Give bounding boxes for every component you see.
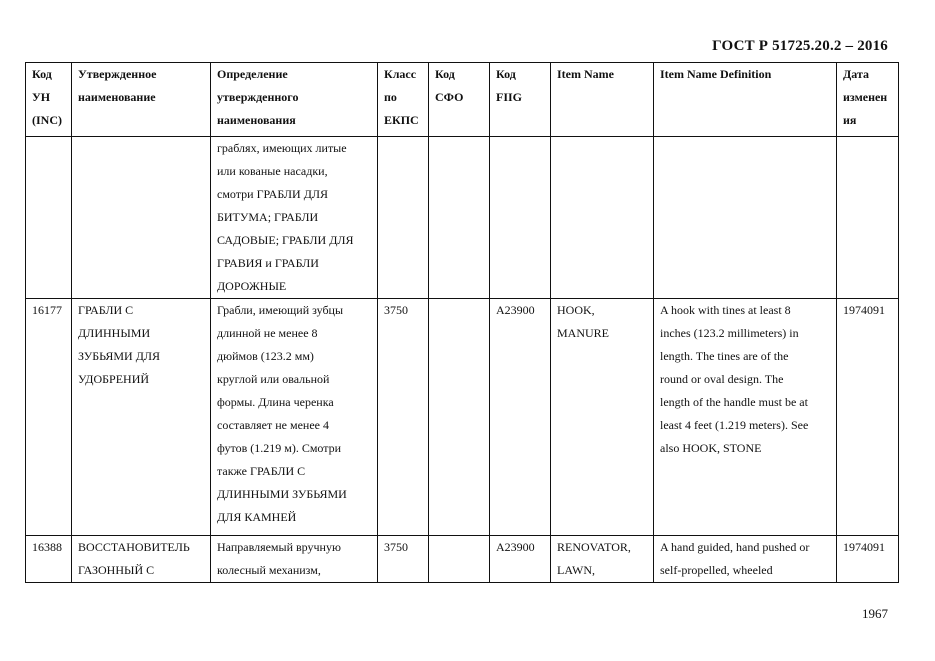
catalog-table [25,62,899,583]
cell-sfo-code [429,299,490,536]
cell-approved-name: ВОССТАНОВИТЕЛЬ ГАЗОННЫЙ С [72,536,211,583]
cell-fiig-code: A23900 [490,299,551,536]
cell-ekps-class: 3750 [378,536,429,583]
cell-item-name-definition: A hand guided, hand pushed or self-propelled, wheeled [654,536,837,583]
column-header-ekps-class: Класс по ЕКПС [378,63,429,137]
table-row [26,536,899,583]
cell-item-name: HOOK, MANURE [551,299,654,536]
document-code: ГОСТ Р 51725.20.2 – 2016 [712,38,888,54]
cell-ekps-class: 3750 [378,299,429,536]
cell-sfo-code [429,536,490,583]
column-header-fiig-code: Код FIIG [490,63,551,137]
column-header-item-name-definition: Item Name Definition [654,63,837,137]
cell-ekps-class [378,137,429,299]
cell-inc: 16388 [26,536,72,583]
column-header-approved-name: Утвержденное наименование [72,63,211,137]
cell-item-name: RENOVATOR, LAWN, [551,536,654,583]
cell-item-name-definition [654,137,837,299]
cell-item-name-definition: A hook with tines at least 8 inches (123.2 millimeters) in length. The tines are of the round or oval design. The length of the handle must be at least 4 feet (1.219 meters). See also HOOK, STONE [654,299,837,536]
cell-change-date: 1974091 [837,536,899,583]
page-number: 1967 [862,606,888,621]
cell-approved-name [72,137,211,299]
cell-definition: Направляемый вручную колесный механизм, [211,536,378,583]
cell-fiig-code [490,137,551,299]
column-header-sfo-code: Код СФО [429,63,490,137]
table-header-row [26,63,899,137]
table-row [26,137,899,299]
cell-change-date [837,137,899,299]
cell-change-date: 1974091 [837,299,899,536]
cell-approved-name: ГРАБЛИ С ДЛИННЫМИ ЗУБЬЯМИ ДЛЯ УДОБРЕНИЙ [72,299,211,536]
table-row [26,299,899,536]
column-header-inc: Код УН (INC) [26,63,72,137]
cell-inc [26,137,72,299]
cell-sfo-code [429,137,490,299]
cell-item-name [551,137,654,299]
cell-fiig-code: A23900 [490,536,551,583]
column-header-change-date: Дата изменен ия [837,63,899,137]
cell-definition: граблях, имеющих литые или кованые насадки, смотри ГРАБЛИ ДЛЯ БИТУМА; ГРАБЛИ САДОВЫЕ; ГРАБЛИ ДЛЯ ГРАВИЯ и ГРАБЛИ ДОРОЖНЫЕ [211,137,378,299]
cell-definition: Грабли, имеющий зубцы длинной не менее 8 дюймов (123.2 мм) круглой или овальной формы. Длина черенка составляет не менее 4 футов (1.219 м). Смотри также ГРАБЛИ С ДЛИННЫМИ ЗУБЬЯМИ ДЛЯ КАМНЕЙ [211,299,378,536]
column-header-item-name: Item Name [551,63,654,137]
column-header-definition: Определение утвержденного наименования [211,63,378,137]
cell-inc: 16177 [26,299,72,536]
